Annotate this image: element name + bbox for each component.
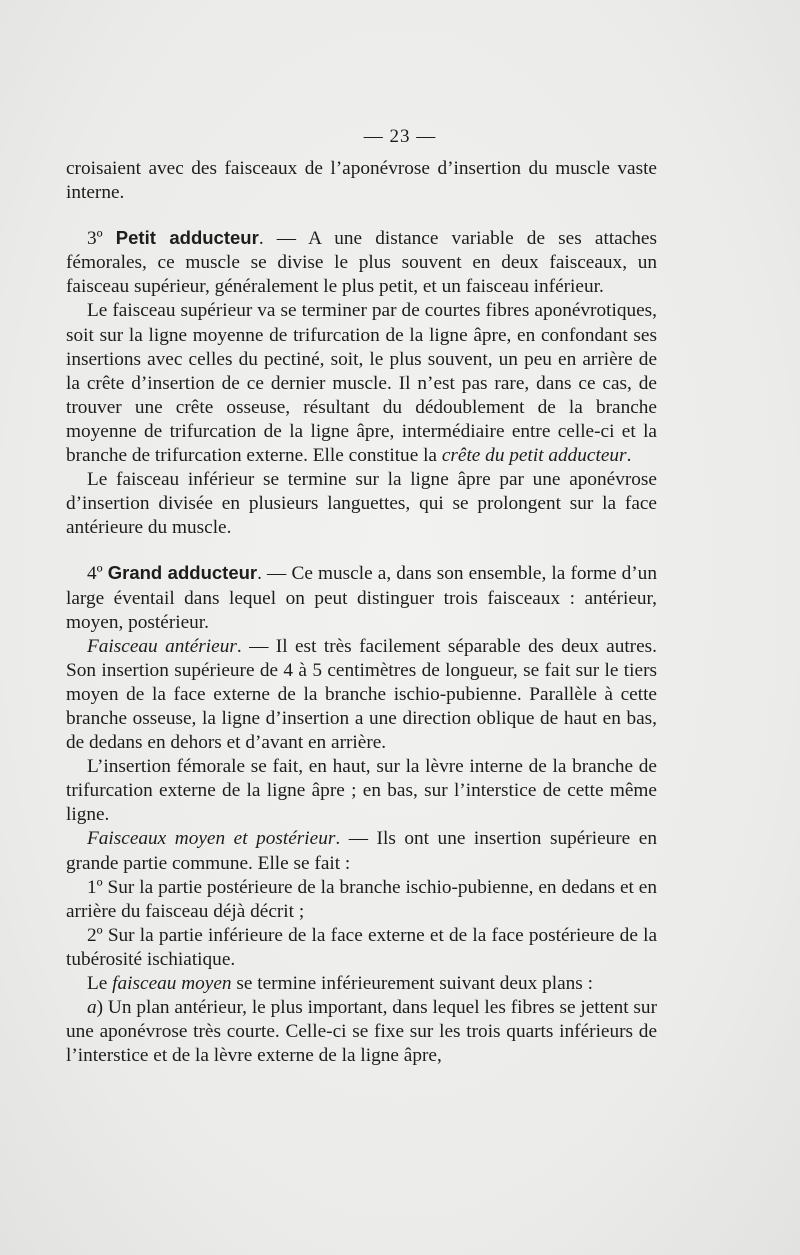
text-run: . [626, 445, 632, 467]
paragraph [66, 996, 657, 1068]
italic-term: Faisceau antérieur [87, 635, 237, 657]
paragraph [66, 972, 657, 996]
paragraph: 1º Sur la partie postérieure de la branche ischio-pubienne, en dedans et en arrière du faisceau déjà décrit ; [66, 876, 657, 922]
section-heading: Grand adducteur [107, 562, 258, 584]
paragraph: 2º Sur la partie inférieure de la face externe et de la face postérieure de la tubérosité ischiatique. [66, 924, 657, 970]
section-grand-adducteur [66, 561, 657, 634]
text-run: . — Ils ont une insertion supérieure en grande partie commune. Elle se fait : [66, 828, 657, 874]
paragraph [66, 299, 657, 468]
page-number: — 23 — [363, 126, 437, 147]
text-run: . — Il est très facilement séparable des deux autres. Son insertion supérieure de 4 à 5 centimètres de longueur, se fait sur le tiers moyen de la face externe de la branche ischio-pubienne. Parallèle à cette branche osseuse, la ligne d’insertion a une direction oblique de haut en bas, de dedans en dehors et d’avant en arrière. [66, 635, 657, 754]
text-run: Le [87, 973, 113, 994]
text-run: se termine inférieurement suivant deux plans : [231, 973, 593, 994]
paragraph: L’insertion fémorale se fait, en haut, sur la lèvre interne de la branche de trifurcation externe de la ligne âpre ; en bas, sur l’interstice de cette même ligne. [66, 756, 657, 826]
section-petit-adducteur [66, 226, 657, 299]
paragraph [66, 635, 657, 755]
paragraph [66, 827, 657, 875]
italic-term: faisceau moyen [112, 973, 232, 994]
section-number: 3º [87, 228, 116, 250]
paragraph: croisaient avec des faisceaux de l’aponévrose d’insertion du muscle vaste interne. [66, 158, 657, 204]
text-run: Le faisceau supérieur va se terminer par de courtes fibres aponévrotiques, soit sur la ligne moyenne de trifurcation de la ligne âpre, en confondant ses insertions avec celles du pectiné, soit, le plus souvent, un peu en arrière de la crête d’insertion de ce dernier muscle. Il n’est pas rare, dans ce cas, de trouver une crête osseuse, résultant du dédoublement de la branche moyenne de trifurcation de la ligne âpre, intermédiaire entre celle-ci et la branche de trifurcation externe. Elle constitue la [66, 300, 657, 467]
section-text: . — Ce muscle a, dans son ensemble, la forme d’un large éventail dans lequel on peut distinguer trois faisceaux : antérieur, moyen, postérieur. [66, 563, 657, 633]
section-text: . — A une distance variable de ses attaches fémorales, ce muscle se divise le plus souvent en deux faisceaux, un faisceau supérieur, généralement le plus petit, et un faisceau inférieur. [66, 228, 657, 298]
body-text [66, 157, 657, 1068]
section-number: 4º [87, 563, 108, 585]
section-heading: Petit adducteur [115, 227, 259, 249]
italic-term: crête du petit adducteur [441, 445, 627, 467]
text-run: ) Un plan antérieur, le plus important, dans lequel les fibres se jettent sur une aponévrose très courte. Celle-ci se fixe sur les trois quarts inférieurs de l’interstice et de la lèvre externe de la ligne âpre, [66, 997, 657, 1067]
paragraph: Le faisceau inférieur se termine sur la ligne âpre par une aponévrose d’insertion divisée en plusieurs languettes, qui se prolongent sur la face antérieure du muscle. [66, 469, 657, 539]
italic-term: a [87, 997, 97, 1019]
italic-term: Faisceaux moyen et postérieur [87, 828, 336, 850]
